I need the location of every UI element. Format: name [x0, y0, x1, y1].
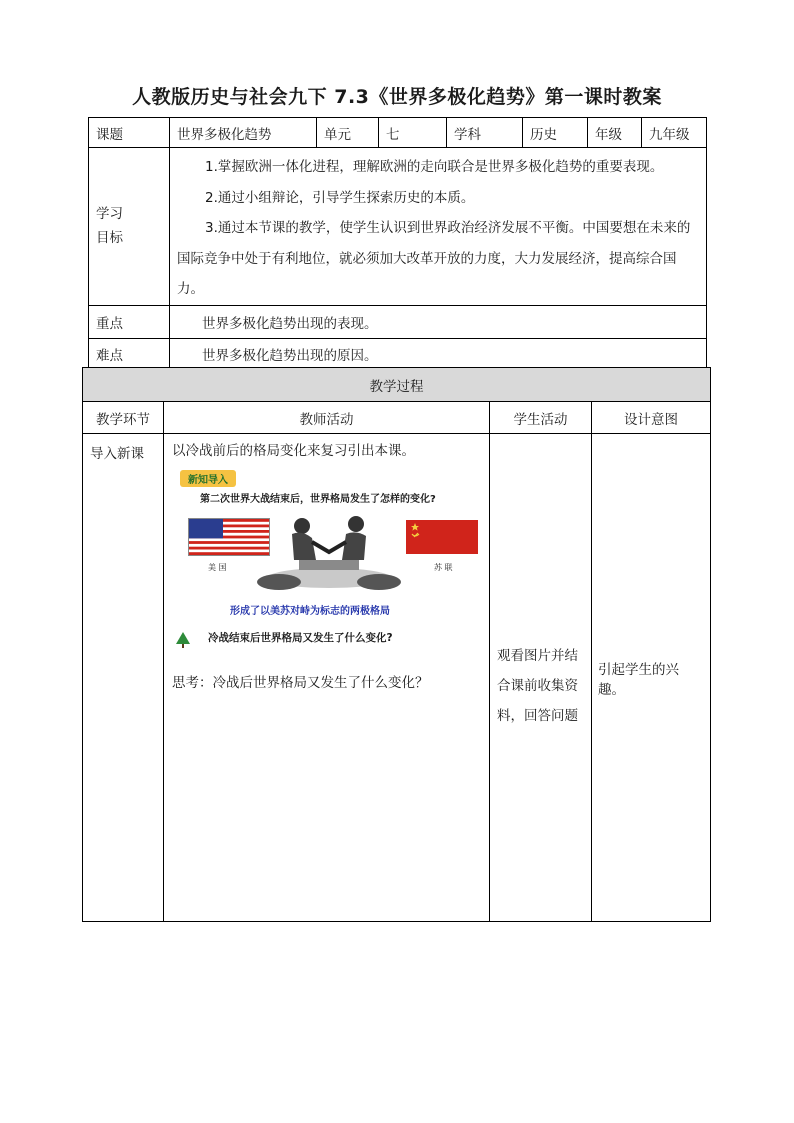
grade-value: 九年级: [642, 118, 707, 148]
col-design: 设计意图: [592, 402, 711, 434]
slide-conclusion: 形成了以美苏对峙为标志的两极格局: [230, 606, 390, 617]
goals-label: [89, 148, 170, 306]
unit-label: 单元: [317, 118, 379, 148]
caption-us: 美 国: [208, 563, 227, 572]
topic-value: 世界多极化趋势: [170, 118, 317, 148]
stage-cell: 导入新课: [83, 434, 164, 922]
teacher-intro: 以冷战前后的格局变化来复习引出本课。: [172, 443, 415, 459]
tree-icon: [174, 632, 192, 648]
process-header: 教学过程: [83, 368, 711, 402]
difficulty-value: 世界多极化趋势出现的原因。: [170, 338, 707, 369]
goal-1: 1.掌握欧洲一体化进程，理解欧洲的走向联合是世界多极化趋势的重要表现。: [205, 159, 664, 175]
student-cell: 观看图片并结合课前收集资料，回答问题: [490, 434, 592, 922]
col-teacher: 教师活动: [164, 402, 490, 434]
teacher-cell: [164, 434, 490, 922]
goal-3: 3.通过本节课的教学，使学生认识到世界政治经济发展不平衡。中国要想在未来的国际竞争中处于有利地位，就必须加大改革开放的力度，大力发展经济，提高综合国力。: [177, 220, 691, 297]
key-value: 世界多极化趋势出现的表现。: [170, 305, 707, 338]
design-cell: 引起学生的兴趣。: [592, 434, 711, 922]
goal-2: 2.通过小组辩论，引导学生探索历史的本质。: [205, 189, 475, 206]
process-table: [82, 367, 711, 922]
key-label: 重点: [89, 305, 170, 338]
subject-label: 学科: [447, 118, 523, 148]
caption-ussr: 苏 联: [434, 563, 453, 572]
difficulty-label: 难点: [89, 338, 170, 369]
arm-wrestling-cartoon-icon: [254, 508, 404, 596]
info-table: [88, 117, 707, 370]
slide-question: 第二次世界大战结束后，世界格局发生了怎样的变化?: [200, 494, 436, 505]
page-title: 人教版历史与社会九下 7.3《世界多极化趋势》第一课时教案: [132, 86, 662, 108]
ussr-flag-icon: [406, 520, 478, 554]
slide-badge: 新知导入: [180, 470, 236, 487]
grade-label: 年级: [588, 118, 642, 148]
topic-label: 课题: [89, 118, 170, 148]
col-stage: 教学环节: [83, 402, 164, 434]
goals-content: [170, 148, 707, 306]
subject-value: 历史: [523, 118, 588, 148]
intro-slide-image: [172, 468, 482, 668]
goals-label-text: 学习目标: [96, 206, 123, 247]
slide-question-2: 冷战结束后世界格局又发生了什么变化?: [208, 632, 393, 644]
unit-value: 七: [379, 118, 447, 148]
teacher-think: 思考：冷战后世界格局又发生了什么变化？: [172, 675, 429, 691]
col-student: 学生活动: [490, 402, 592, 434]
